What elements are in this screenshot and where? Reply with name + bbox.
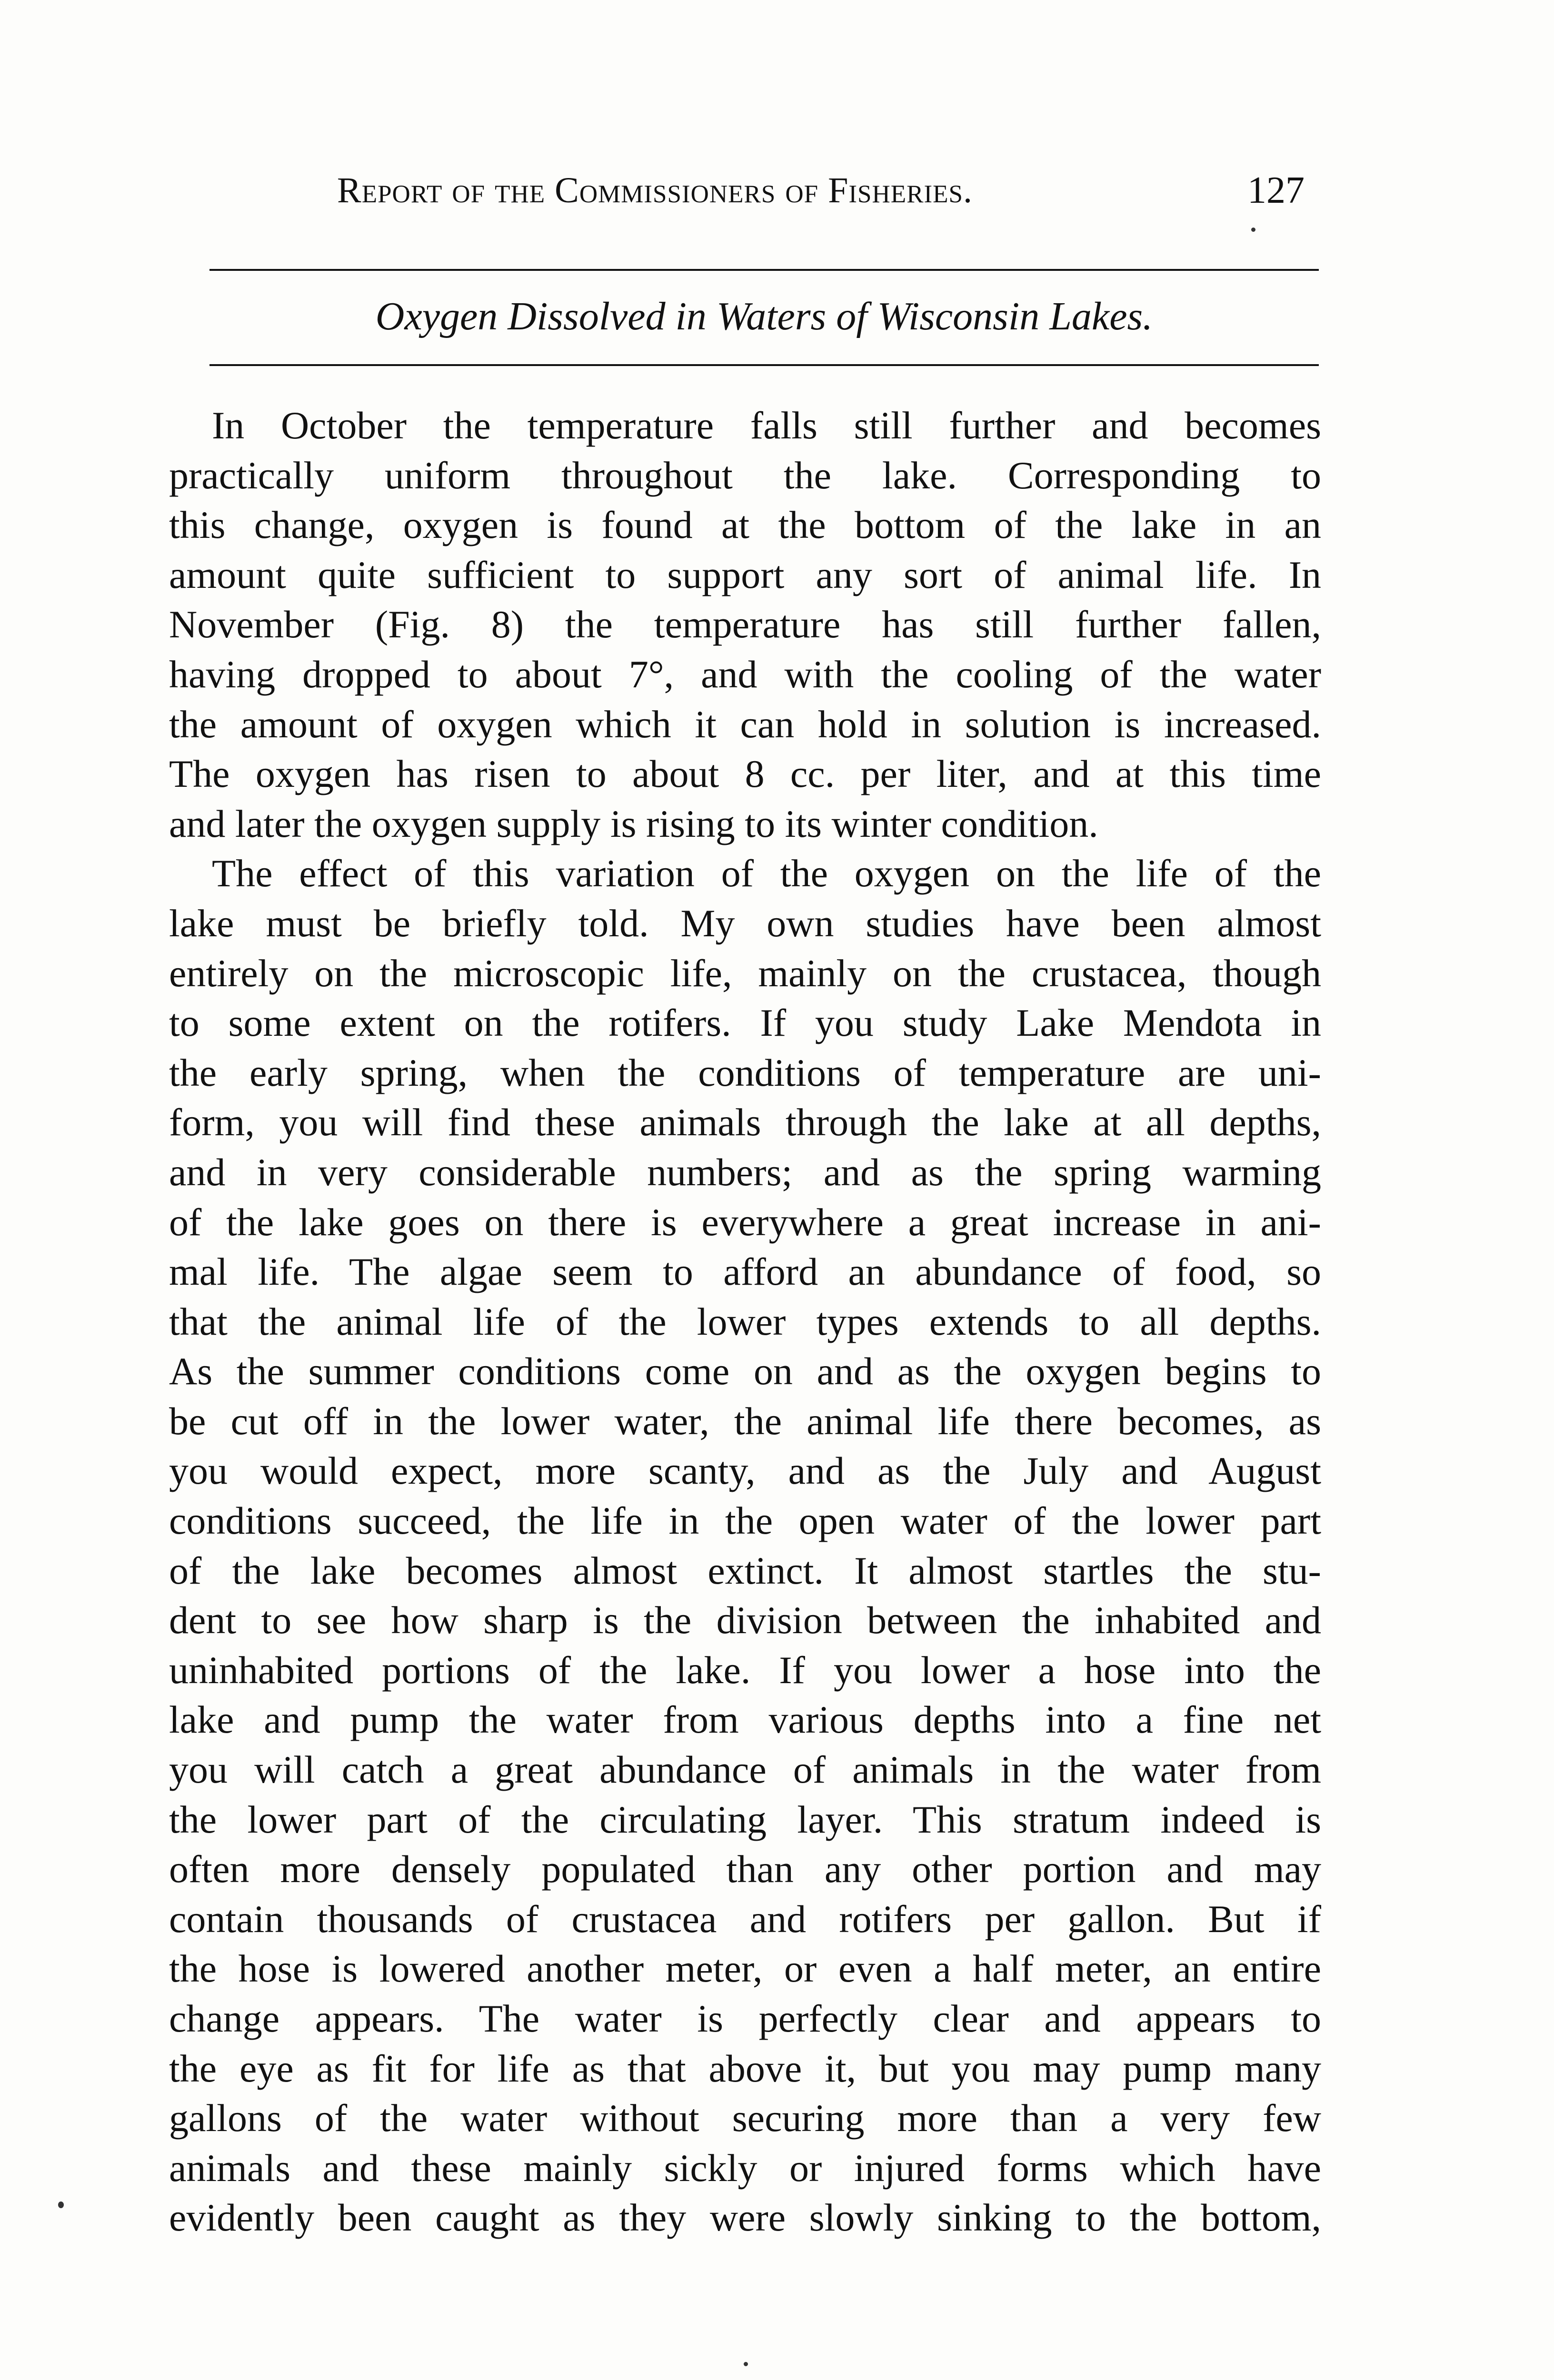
- text-line: and in very considerable numbers; and as the spring warming: [169, 1150, 1321, 1194]
- page-number: 127: [1247, 169, 1305, 211]
- text-line: you would expect, more scanty, and as the July and August: [169, 1449, 1321, 1493]
- text-line: of the lake goes on there is everywhere a great increase in ani-: [169, 1200, 1321, 1244]
- text-line: be cut off in the lower water, the animal life there becomes, as: [169, 1399, 1321, 1443]
- text-line: conditions succeed, the life in the open water of the lower part: [169, 1499, 1321, 1543]
- text-line: practically uniform throughout the lake. Corresponding to: [169, 453, 1321, 497]
- text-line: the amount of oxygen which it can hold in solution is increased.: [169, 702, 1321, 746]
- text-line: dent to see how sharp is the division between the inhabited and: [169, 1598, 1321, 1642]
- text-line: and later the oxygen supply is rising to its winter condition.: [169, 802, 1098, 845]
- section-title: Oxygen Dissolved in Waters of Wisconsin Lakes.: [375, 294, 1153, 338]
- text-line: of the lake becomes almost extinct. It almost startles the stu-: [169, 1548, 1321, 1592]
- text-line: often more densely populated than any other portion and may: [169, 1847, 1321, 1891]
- text-line: to some extent on the rotifers. If you study Lake Mendota in: [169, 1001, 1321, 1045]
- text-line: mal life. The algae seem to afford an abundance of food, so: [169, 1250, 1321, 1294]
- text-line: animals and these mainly sickly or injured forms which have: [169, 2146, 1321, 2190]
- section-rule-bottom: [209, 364, 1319, 366]
- text-line: contain thousands of crustacea and rotifers per gallon. But if: [169, 1897, 1321, 1941]
- text-line: the hose is lowered another meter, or even a half meter, an entire: [169, 1947, 1321, 1991]
- section-rule-top: [209, 269, 1319, 271]
- text-line: amount quite sufficient to support any sort of animal life. In: [169, 553, 1321, 596]
- text-line: the lower part of the circulating layer. This stratum indeed is: [169, 1797, 1321, 1841]
- text-line: uninhabited portions of the lake. If you lower a hose into the: [169, 1648, 1321, 1692]
- text-line: that the animal life of the lower types extends to all depths.: [169, 1299, 1321, 1343]
- text-line: change appears. The water is perfectly clear and appears to: [169, 1997, 1321, 2040]
- text-line: As the summer conditions come on and as the oxygen begins to: [169, 1349, 1321, 1393]
- paper-speck: [58, 2202, 64, 2208]
- text-line: the early spring, when the conditions of temperature are uni-: [169, 1051, 1321, 1094]
- paper-speck: [744, 2362, 748, 2366]
- text-line: this change, oxygen is found at the bottom of the lake in an: [169, 503, 1321, 547]
- text-line: evidently been caught as they were slowly sinking to the bottom,: [169, 2196, 1321, 2240]
- text-line: you will catch a great abundance of animals in the water from: [169, 1748, 1321, 1792]
- text-line: entirely on the microscopic life, mainly on the crustacea, though: [169, 951, 1321, 995]
- text-line: form, you will find these animals through the lake at all depths,: [169, 1101, 1321, 1144]
- text-line: November (Fig. 8) the temperature has still further fallen,: [169, 603, 1321, 646]
- text-line: gallons of the water without securing more than a very few: [169, 2096, 1321, 2140]
- body-text: [169, 401, 1321, 2243]
- text-line: The oxygen has risen to about 8 cc. per liter, and at this time: [169, 752, 1321, 796]
- text-line: lake and pump the water from various depths into a fine net: [169, 1698, 1321, 1742]
- text-line: the eye as fit for life as that above it, but you may pump many: [169, 2046, 1321, 2090]
- running-title: Report of the Commissioners of Fisheries.: [337, 170, 973, 210]
- running-head: [209, 164, 1319, 217]
- text-line: In October the temperature falls still further and becomes: [212, 404, 1321, 447]
- text-line: The effect of this variation of the oxygen on the life of the: [212, 852, 1321, 895]
- text-line: having dropped to about 7°, and with the cooling of the water: [169, 652, 1321, 696]
- text-line: lake must be briefly told. My own studies have been almost: [169, 901, 1321, 945]
- paper-speck: [1251, 228, 1255, 232]
